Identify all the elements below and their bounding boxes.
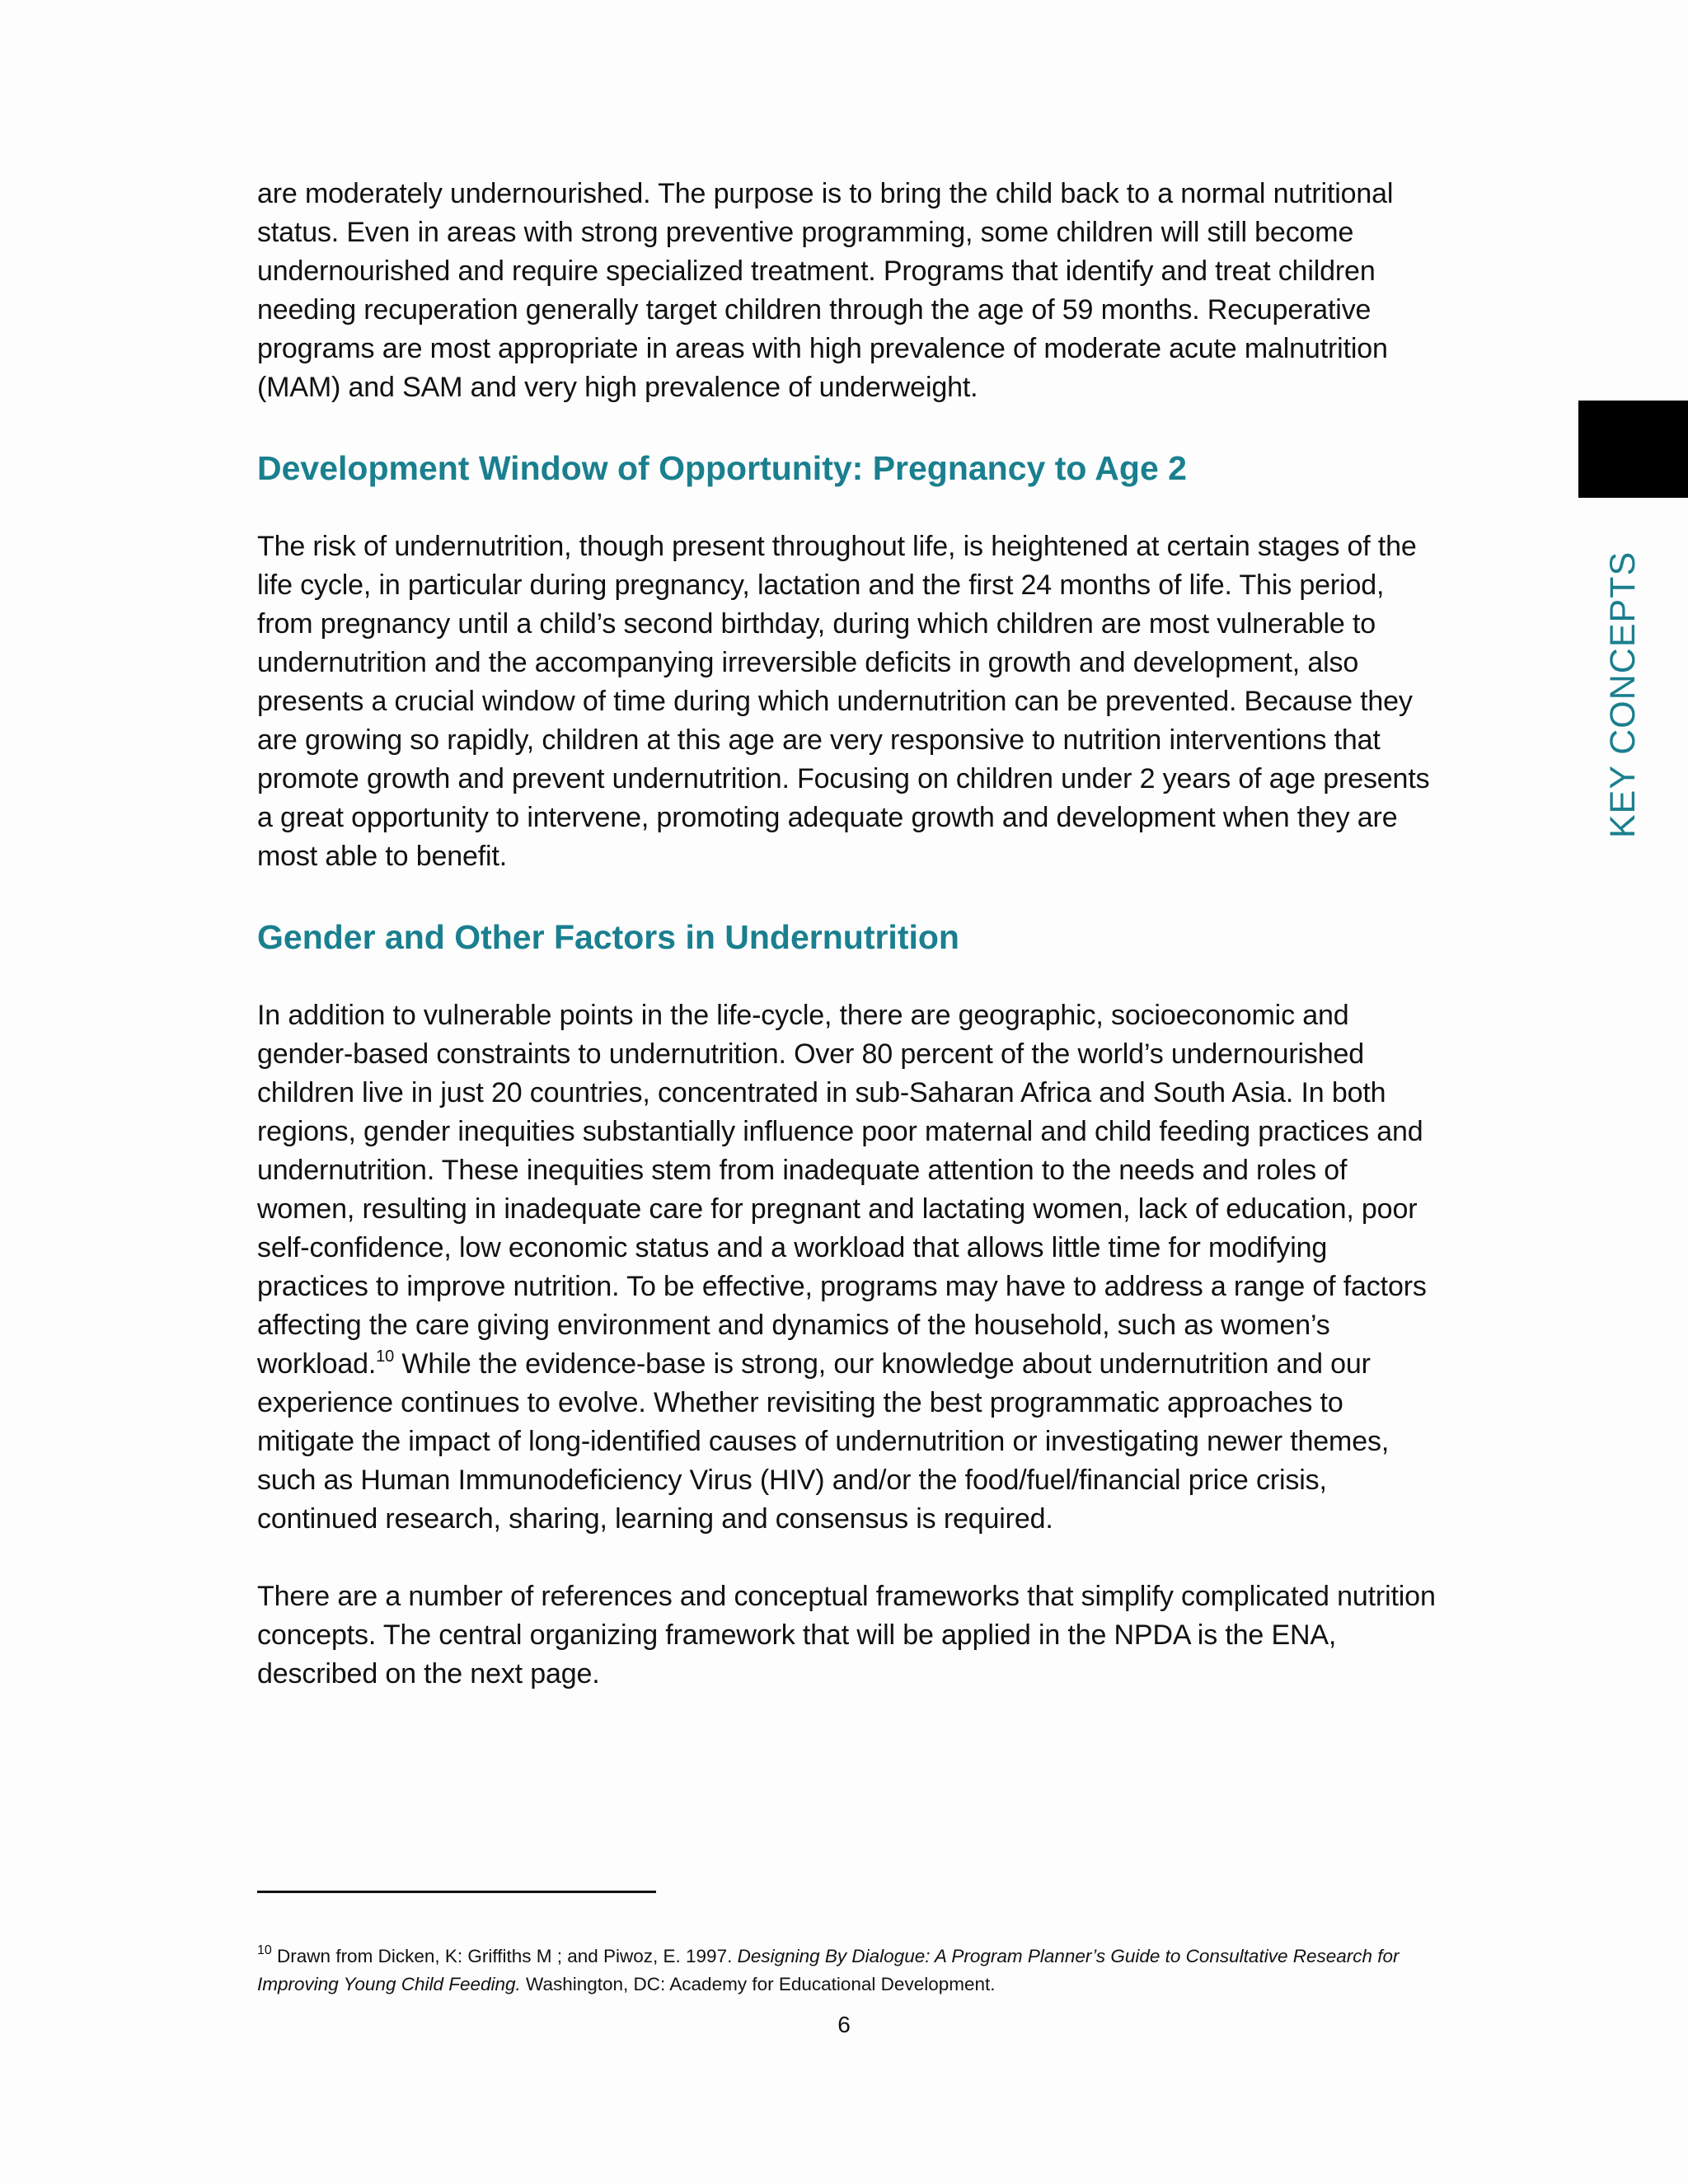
- heading-gender-factors: Gender and Other Factors in Undernutrition: [257, 918, 959, 956]
- paragraph-recuperative-programs: are moderately undernourished. The purpose is to bring the child back to a normal nutritional status. Even in areas with strong preventive programming, some children will still become undernourished and require specialized treatment. Programs that identify and treat children needing recuperation generally target children through the age of 59 months. Recuperative programs are most appropriate in areas with high prevalence of moderate acute malnutrition (MAM) and SAM and very high prevalence of underweight.: [257, 178, 1394, 403]
- paragraph-gender-constraints-part-2: While the evidence-base is strong, our knowledge about undernutrition and our experience continues to evolve. Whether revisiting the best programmatic approaches to mitigate the impact of long-identified causes of undernutrition or investigating newer themes, such as Human Immunodeficiency Virus (HIV) and/or the food/fuel/financial price crisis, continued research, sharing, learning and consensus is required.: [257, 1348, 1390, 1535]
- page-number: 6: [837, 2012, 851, 2037]
- paragraph-gender-constraints: [257, 996, 1436, 1539]
- footnote: [257, 1943, 1428, 1999]
- footnote-text-before: Drawn from Dicken, K: Griffiths M ; and Piwoz, E. 1997.: [271, 1946, 738, 1966]
- side-tab-marker: [1578, 401, 1688, 498]
- footnote-divider: [257, 1891, 656, 1893]
- heading-development-window: Development Window of Opportunity: Pregnancy to Age 2: [257, 449, 1187, 487]
- paragraph-frameworks: There are a number of references and conceptual frameworks that simplify complicated nutrition concepts. The central organizing framework that will be applied in the NPDA is the ENA, described on the next page.: [257, 1581, 1436, 1690]
- footnote-text-after: Washington, DC: Academy for Educational Development.: [520, 1974, 996, 1994]
- side-tab-label-key-concepts: KEY CONCEPTS: [1603, 551, 1643, 838]
- paragraph-risk-of-undernutrition: The risk of undernutrition, though present throughout life, is heightened at certain stages of the life cycle, in particular during pregnancy, lactation and the first 24 months of life. This period, from pregnancy until a child’s second birthday, during which children are most vulnerable to undernutrition and the accompanying irreversible deficits in growth and development, also presents a crucial window of time during which undernutrition can be prevented. Because they are growing so rapidly, children at this age are very responsive to nutrition interventions that promote growth and prevent undernutrition. Focusing on children under 2 years of age presents a great opportunity to intervene, promoting adequate growth and development when they are most able to benefit.: [257, 531, 1430, 872]
- footnote-title: Designing By Dialogue: A Program Planner’s Guide to Consultative Research for Improving Young Child Feeding.: [257, 1946, 1400, 1994]
- page-content: [257, 175, 1436, 1694]
- footnote-reference[interactable]: 10: [376, 1347, 395, 1366]
- footnote-number: 10: [257, 1943, 272, 1957]
- paragraph-gender-constraints-part-1: In addition to vulnerable points in the life-cycle, there are geographic, socioeconomic and gender-based constraints to undernutrition. Over 80 percent of the world’s undernourished children live in just 20 countries, concentrated in sub-Saharan Africa and South Asia. In both regions, gender inequities substantially influence poor maternal and child feeding practices and undernutrition. These inequities stem from inadequate attention to the needs and roles of women, resulting in inadequate care for pregnant and lactating women, lack of education, poor self-confidence, low economic status and a workload that allows little time for modifying practices to improve nutrition. To be effective, programs may have to address a range of factors affecting the care giving environment and dynamics of the household, such as women’s workload.: [257, 1000, 1427, 1380]
